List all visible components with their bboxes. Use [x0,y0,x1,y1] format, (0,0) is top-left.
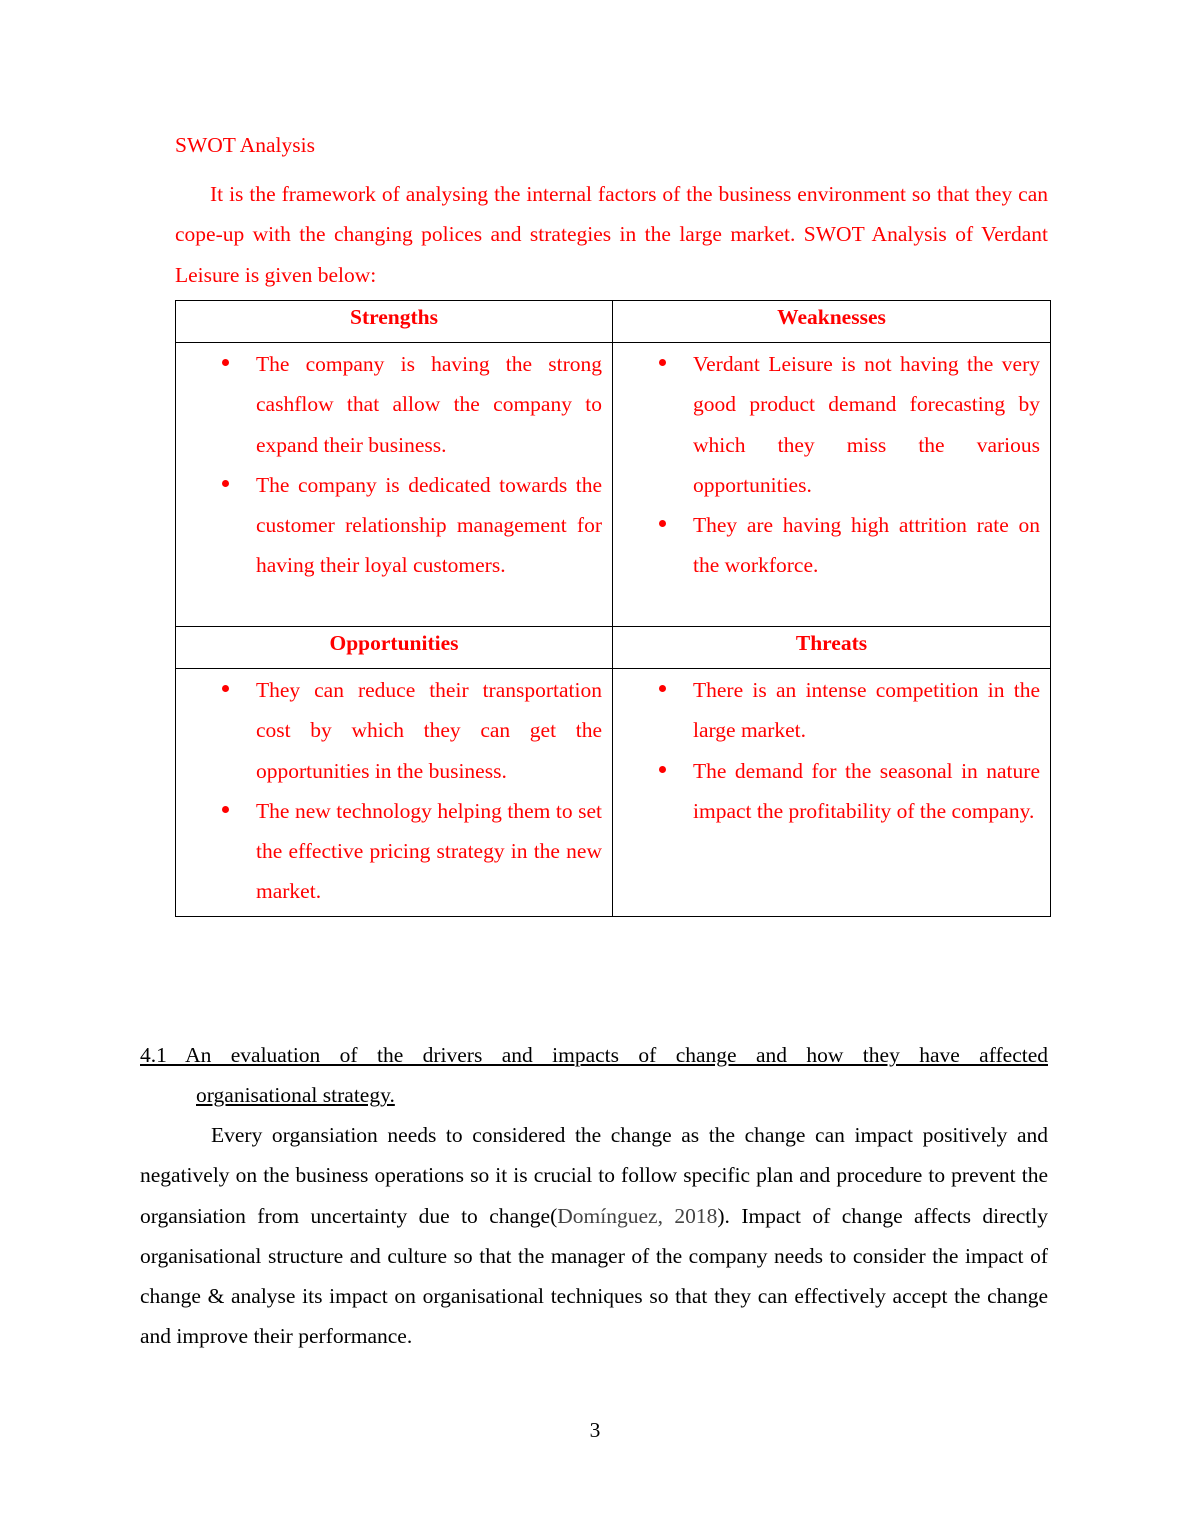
list-item: There is an intense competition in the large market. [613,670,1040,751]
page-number: 3 [589,1418,601,1442]
list-item: Verdant Leisure is not having the very good product demand forecasting by which they miss the various opportunities. [613,344,1040,505]
list-item: The demand for the seasonal in nature impact the profitability of the company. [613,751,1040,832]
body-paragraph [140,1115,1048,1357]
swot-body-row [176,669,1051,917]
swot-heading: SWOT Analysis [175,133,315,157]
section-heading-line-2: organisational strategy. [196,1083,395,1108]
weaknesses-header: Weaknesses [613,301,1051,343]
swot-header-row [176,627,1051,669]
list-item: They can reduce their transportation cost by which they can get the opportunities in the business. [176,670,602,791]
swot-table [175,300,1051,917]
swot-header-row [176,301,1051,343]
list-item: The new technology helping them to set the effective pricing strategy in the new market. [176,791,602,912]
paragraph-text-end: ). Impact of change affects directly organisational structure and culture so that the manager of the company needs to consider the impact of change & analyse its impact on organisational techniques so that they can effectively accept the change and improve their performance. [140,1203,1049,1349]
list-item: The company is having the strong cashflow that allow the company to expand their business. [176,344,602,465]
strengths-header: Strengths [176,301,613,343]
threats-header: Threats [613,627,1051,669]
opportunities-header: Opportunities [176,627,613,669]
paragraph-text-start: Every organsiation needs to considered the change as the change can impact positively and negatively on the business operations so it is crucial to follow specific plan and procedure to prevent the organsiation from uncertainty due to change( [140,1123,1048,1228]
list-item: The company is dedicated towards the customer relationship management for having their loyal customers. [176,465,602,586]
opportunities-cell [176,669,613,917]
citation: Domínguez, 2018 [557,1203,718,1228]
section-heading [140,1035,1048,1116]
swot-intro-paragraph: It is the framework of analysing the internal factors of the business environment so that they can cope-up with the changing polices and strategies in the large market. SWOT Analysis of Verdant Leisure is given below: [175,182,1048,287]
swot-body-row [176,343,1051,627]
strengths-list [176,344,602,586]
strengths-cell [176,343,613,627]
opportunities-list [176,670,602,912]
section-heading-line-1: 4.1 An evaluation of the drivers and impacts of change and how they have affected [140,1043,1048,1067]
threats-list [613,670,1040,831]
weaknesses-list [613,344,1040,586]
threats-cell [613,669,1051,917]
weaknesses-cell [613,343,1051,627]
list-item: They are having high attrition rate on the workforce. [613,505,1040,586]
